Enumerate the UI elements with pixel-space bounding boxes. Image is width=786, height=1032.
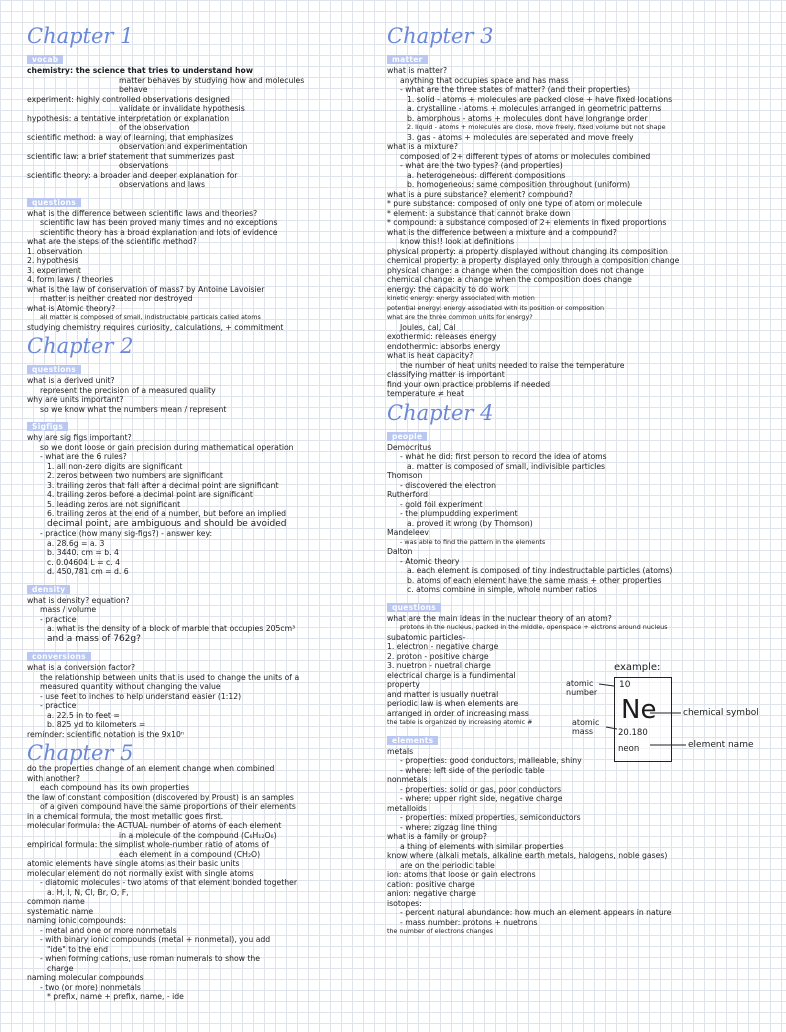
arrow-atomic-number — [599, 684, 614, 686]
element-name-value: neon — [618, 744, 640, 754]
note-line: what is a mixture? — [387, 142, 458, 151]
note-line: chemical change: a change when the composition does change — [387, 275, 632, 284]
note-line: anion: negative charge — [387, 889, 476, 898]
atomic-mass-value: 20.180 — [618, 728, 648, 738]
note-line: and a mass of 762g? — [47, 633, 141, 644]
note-line: - mass number: protons + nuetrons — [400, 917, 538, 927]
note-line: a. heterogeneous: different compositions — [407, 170, 566, 180]
note-line: the relationship between units that is used to change the units of a — [40, 672, 300, 682]
note-line: a. matter is composed of small, indivisible particles — [407, 461, 606, 471]
note-line: what is the difference between scientific laws and theories? — [27, 208, 258, 218]
note-line: d. 450,781 cm = d. 6 — [47, 567, 129, 576]
note-line: common name — [27, 897, 85, 906]
note-line: matter is neither created nor destroyed — [40, 294, 193, 303]
note-line: a. 28.6g = a. 3 — [47, 538, 105, 548]
note-line: represent the precision of a measured quality — [40, 385, 216, 395]
note-line: each compound has its own properties — [40, 783, 190, 792]
chapter-heading: Chapter 2 — [27, 334, 134, 358]
note-line: a thing of elements with similar properties — [400, 841, 564, 851]
note-line: a. 22.5 in to feet = — [47, 710, 120, 720]
note-line: validate or invalidate hypothesis — [119, 104, 245, 113]
section-tag: vocab — [27, 55, 63, 64]
note-line: the number of heat units needed to raise the temperature — [400, 360, 625, 370]
note-line: scientific law: a brief statement that summerizes past — [27, 151, 235, 161]
note-line: endothermic: absorbs energy — [387, 341, 501, 351]
note-line: exothermic: releases energy — [387, 332, 497, 341]
note-line: * element: a substance that cannot brake down — [387, 208, 571, 218]
note-line: physical property: a property displayed without changing its composition — [387, 246, 668, 256]
note-line: * prefix, name + prefix, name, - ide — [47, 992, 184, 1001]
note-line: 3. trailing zeros that fall after a decimal point are significant — [47, 480, 279, 490]
note-line: mass / volume — [40, 605, 97, 614]
note-line: what is matter? — [387, 66, 448, 75]
note-line: - where: zigzag line thing — [400, 822, 498, 832]
note-line: with another? — [27, 773, 80, 783]
note-line: empirical formula: the simplist whole-number ratio of atoms of — [27, 840, 269, 849]
section-tag: questions — [387, 603, 441, 612]
note-line: are on the periodic table — [400, 860, 495, 870]
note-line: - gold foil experiment — [400, 499, 483, 509]
section-tag: Sigfigs — [27, 422, 68, 431]
note-line: do the properties change of an element change when combined — [27, 764, 275, 773]
chemical-symbol-value: Ne — [621, 695, 657, 725]
note-line: - where: upper right side, negative charge — [400, 794, 563, 803]
note-line: scientific theory has a broad explanation and lots of evidence — [40, 227, 278, 237]
note-line: - where: left side of the periodic table — [400, 765, 545, 775]
note-line: 3. experiment — [27, 265, 81, 275]
note-line: c. 0.04604 L = c. 4 — [47, 557, 120, 567]
note-line: naming molecular compounds — [27, 973, 144, 982]
note-line: Democritus — [387, 442, 432, 452]
note-line: - what are the 6 rules? — [40, 452, 127, 461]
note-line: all matter is composed of small, indistructable particals called atoms — [40, 313, 261, 321]
note-line: - the plumpudding experiment — [400, 509, 518, 518]
chapter-heading: Chapter 3 — [387, 24, 494, 48]
note-line: what are the steps of the scientific method? — [27, 237, 197, 246]
note-line: a. each element is composed of tiny indestructable particles (atoms) — [407, 566, 673, 575]
chapter-heading: Chapter 5 — [27, 741, 134, 765]
section-tag: density — [27, 585, 70, 594]
note-line: of the observation — [119, 123, 190, 132]
note-line: property — [387, 680, 420, 689]
note-line: - what he did: first person to record the idea of atoms — [400, 452, 607, 461]
note-line: so we know what the numbers mean / represent — [40, 404, 227, 414]
note-line: observations — [119, 161, 169, 170]
note-line: why are sig figs important? — [27, 433, 132, 442]
note-line: subatomic particles- — [387, 632, 466, 642]
note-line: 2. proton - positive charge — [387, 651, 489, 661]
note-line: arranged in order of increasing mass — [387, 708, 529, 718]
note-line: 3. gas - atoms + molecules are seperated and move freely — [407, 132, 634, 142]
note-line: 1. electron - negative charge — [387, 642, 499, 651]
note-line: experiment: highly controlled observations designed — [27, 94, 230, 104]
note-line: charge — [47, 963, 74, 973]
note-line: potential energy: energy associated with its position or composition — [387, 303, 605, 312]
note-line: periodic law is when elements are — [387, 699, 519, 708]
note-line: metals — [387, 746, 414, 756]
note-line: - properties: mixed properties, semiconductors — [400, 813, 581, 822]
note-line: kinetic energy: energy associated with motion — [387, 294, 535, 302]
note-line: * compound: a substance composed of 2+ elements in fixed proportions — [387, 218, 667, 227]
note-line: what are the main ideas in the nuclear theory of an atom? — [387, 613, 612, 623]
note-line: b. homogeneous: same composition throughout (uniform) — [407, 180, 631, 189]
note-line: - when forming cations, use roman numerals to show the — [40, 954, 261, 963]
note-line: measured quantity without changing the value — [40, 682, 221, 691]
note-line: - two (or more) nonmetals — [40, 982, 141, 992]
note-line: the law of constant composition (discovered by Proust) is an samples — [27, 792, 294, 802]
note-line: what is density? equation? — [27, 595, 130, 605]
note-line: - practice — [40, 701, 77, 710]
note-line: in a molecule of the compound (C₆H₁₂O₆) — [119, 830, 277, 840]
note-line: 2. liquid - atoms + molecules are close, move freely, fixed volume but not shape — [407, 123, 666, 131]
section-tag: conversions — [27, 652, 91, 661]
note-line: isotopes: — [387, 898, 422, 908]
note-line: - Atomic theory — [400, 556, 460, 566]
note-line: hypothesis: a tentative interpretation or explanation — [27, 113, 230, 123]
note-line: what is a pure substance? element? compound? — [387, 189, 573, 199]
note-line: 3. nuetron - nuetral charge — [387, 661, 491, 670]
note-line: in a chemical formula, the most metallic goes first. — [27, 811, 224, 821]
note-line: electrical charge is a fundimental — [387, 670, 516, 680]
note-line: what is a derived unit? — [27, 376, 115, 385]
note-line: b. amorphous - atoms + molecules dont have longrange order — [407, 113, 648, 123]
note-line: - diatomic molecules - two atoms of that element bonded together — [40, 878, 298, 887]
note-line: - what are the two types? (and properties) — [400, 161, 563, 170]
note-line: scientific theory: a broader and deeper explanation for — [27, 170, 238, 180]
note-line: temperature ≠ heat — [387, 389, 464, 398]
note-line: of a given compound have the same proportions of their elements — [40, 802, 296, 811]
note-line: 6. trailing zeros at the end of a number, but before an implied — [47, 509, 287, 518]
note-line: Dalton — [387, 547, 413, 556]
note-line: 2. zeros between two numbers are significant — [47, 471, 223, 480]
chemical-symbol-label: chemical symbol — [683, 708, 759, 718]
note-line: a. crystalline - atoms + molecules arranged in geometric patterns — [407, 104, 662, 113]
note-line: 4. form laws / theories — [27, 275, 114, 284]
note-line: reminder: scientific notation is the 9x10ⁿ — [27, 729, 184, 739]
note-line: protons in the nucleus, packed in the middle, openspace + elctrons around nucleus — [400, 623, 668, 631]
element-name-label: element name — [688, 740, 754, 750]
note-line: a. proved it wrong (by Thomson) — [407, 518, 533, 528]
note-line: what is the law of conservation of mass? by Antoine Lavoisier — [27, 284, 265, 294]
note-line: find your own practice problems if needed — [387, 379, 550, 389]
note-line: know where (alkali metals, alkaline earth metals, halogens, noble gases) — [387, 851, 668, 860]
section-tag: questions — [27, 198, 81, 207]
note-line: - practice — [40, 614, 77, 624]
note-line: Thomson — [387, 471, 423, 480]
note-line: 1. all non-zero digits are significant — [47, 461, 183, 471]
note-line: observations and laws — [119, 180, 205, 189]
note-line: - what are the three states of matter? (and their properties) — [400, 85, 631, 94]
note-line: - with binary ionic compounds (metal + nonmetal), you add — [40, 935, 271, 944]
note-line: 4. trailing zeros before a decimal point are significant — [47, 490, 253, 499]
note-line: Mandeleev — [387, 528, 429, 537]
note-line: molecular element do not normally exist with single atoms — [27, 868, 254, 878]
note-line: - percent natural abundance: how much an element appears in nature — [400, 908, 672, 917]
section-tag: elements — [387, 736, 438, 745]
note-line: behave — [119, 85, 148, 94]
atomic-number-label: atomic number — [566, 679, 598, 697]
note-line: and matter is usually nuetral — [387, 689, 499, 699]
note-line: what is the difference between a mixture and a compound? — [387, 227, 617, 237]
note-line: Rutherford — [387, 490, 428, 499]
note-line: decimal point, are ambiguous and should be avoided — [47, 518, 287, 529]
note-line: 5. leading zeros are not significant — [47, 499, 181, 509]
note-line: ion: atoms that loose or gain electrons — [387, 870, 536, 879]
atomic-mass-label: atomic mass — [572, 718, 600, 736]
note-line: know this!! look at definitions — [400, 237, 515, 246]
note-line: Joules, cal, Cal — [400, 322, 456, 332]
note-line: "ide" to the end — [47, 944, 108, 954]
note-line: classifying matter is important — [387, 370, 505, 379]
note-line: b. atoms of each element have the same mass + other properties — [407, 575, 662, 585]
note-line: atomic elements have single atoms as their basic units — [27, 859, 240, 868]
note-line: energy: the capacity to do work — [387, 284, 510, 294]
section-tag: questions — [27, 365, 81, 374]
note-line: - metal and one or more nonmetals — [40, 925, 177, 935]
note-line: b. 825 yd to kilometers = — [47, 720, 146, 729]
note-line: 1. observation — [27, 246, 83, 256]
note-line: what is a family or group? — [387, 832, 487, 841]
note-line: - discovered the electron — [400, 480, 496, 490]
note-line: a. what is the density of a block of marble that occupies 205cm³ — [47, 624, 296, 633]
note-line: nonmetals — [387, 775, 428, 784]
note-line: composed of 2+ different types of atoms or molecules combined — [400, 151, 651, 161]
note-line: each element in a compound (CH₂O) — [119, 849, 261, 859]
note-line: naming ionic compounds: — [27, 916, 127, 925]
note-line: what is Atomic theory? — [27, 303, 116, 313]
note-line: - was able to find the pattern in the elements — [400, 537, 546, 546]
note-line: the number of electrons changes — [387, 927, 493, 935]
note-line: chemical property: a property displayed only through a composition change — [387, 256, 680, 265]
section-tag: people — [387, 432, 427, 441]
arrow-atomic-mass — [606, 727, 617, 729]
note-line: what are the three common units for energy? — [387, 313, 533, 321]
section-tag: matter — [387, 55, 428, 64]
note-line: the table is organized by increasing atomic # — [387, 718, 533, 726]
note-line: systematic name — [27, 906, 94, 916]
note-line: observation and experimentation — [119, 142, 248, 151]
chapter-heading: Chapter 1 — [27, 24, 134, 48]
note-line: cation: positive charge — [387, 879, 475, 889]
example-title: example: — [614, 662, 661, 673]
note-line: scientific law has been proved many times and no exceptions — [40, 218, 278, 227]
note-line: metalloids — [387, 803, 427, 813]
note-line: scientific method: a way of learning, that emphasizes — [27, 132, 234, 142]
note-line: - properties: good conductors, malleable, shiny — [400, 756, 582, 765]
note-line: matter behaves by studying how and molecules — [119, 75, 305, 85]
chapter-heading: Chapter 4 — [387, 400, 494, 425]
note-line: what is heat capacity? — [387, 351, 474, 360]
note-line: - practice (how many sig-figs?) - answer key: — [40, 529, 213, 538]
note-line: so we dont loose or gain precision during mathematical operation — [40, 442, 294, 452]
atomic-number-value: 10 — [619, 680, 631, 690]
note-line: chemistry: the science that tries to understand how — [27, 66, 253, 75]
note-line: what is a conversion factor? — [27, 663, 136, 672]
note-line: anything that occupies space and has mass — [400, 75, 569, 85]
note-line: 1. solid - atoms + molecules are packed close + have fixed locations — [407, 94, 673, 104]
note-line: why are units important? — [27, 395, 124, 404]
note-line: - use feet to inches to help understand easier (1:12) — [40, 691, 242, 701]
note-line: studying chemistry requires curiosity, calculations, + commitment — [27, 322, 284, 332]
note-line: 2. hypothesis — [27, 256, 79, 265]
note-line: c. atoms combine in simple, whole number ratios — [407, 585, 598, 594]
note-line: b. 3440. cm = b. 4 — [47, 548, 119, 557]
note-line: * pure substance: composed of only one type of atom or molecule — [387, 199, 643, 208]
note-line: a. H, I, N, Cl, Br, O, F, — [47, 887, 129, 897]
note-line: physical change: a change when the composition does not change — [387, 265, 644, 275]
note-line: molecular formula: the ACTUAL number of atoms of each element — [27, 821, 282, 830]
note-line: - properties: solid or gas, poor conductors — [400, 784, 562, 794]
